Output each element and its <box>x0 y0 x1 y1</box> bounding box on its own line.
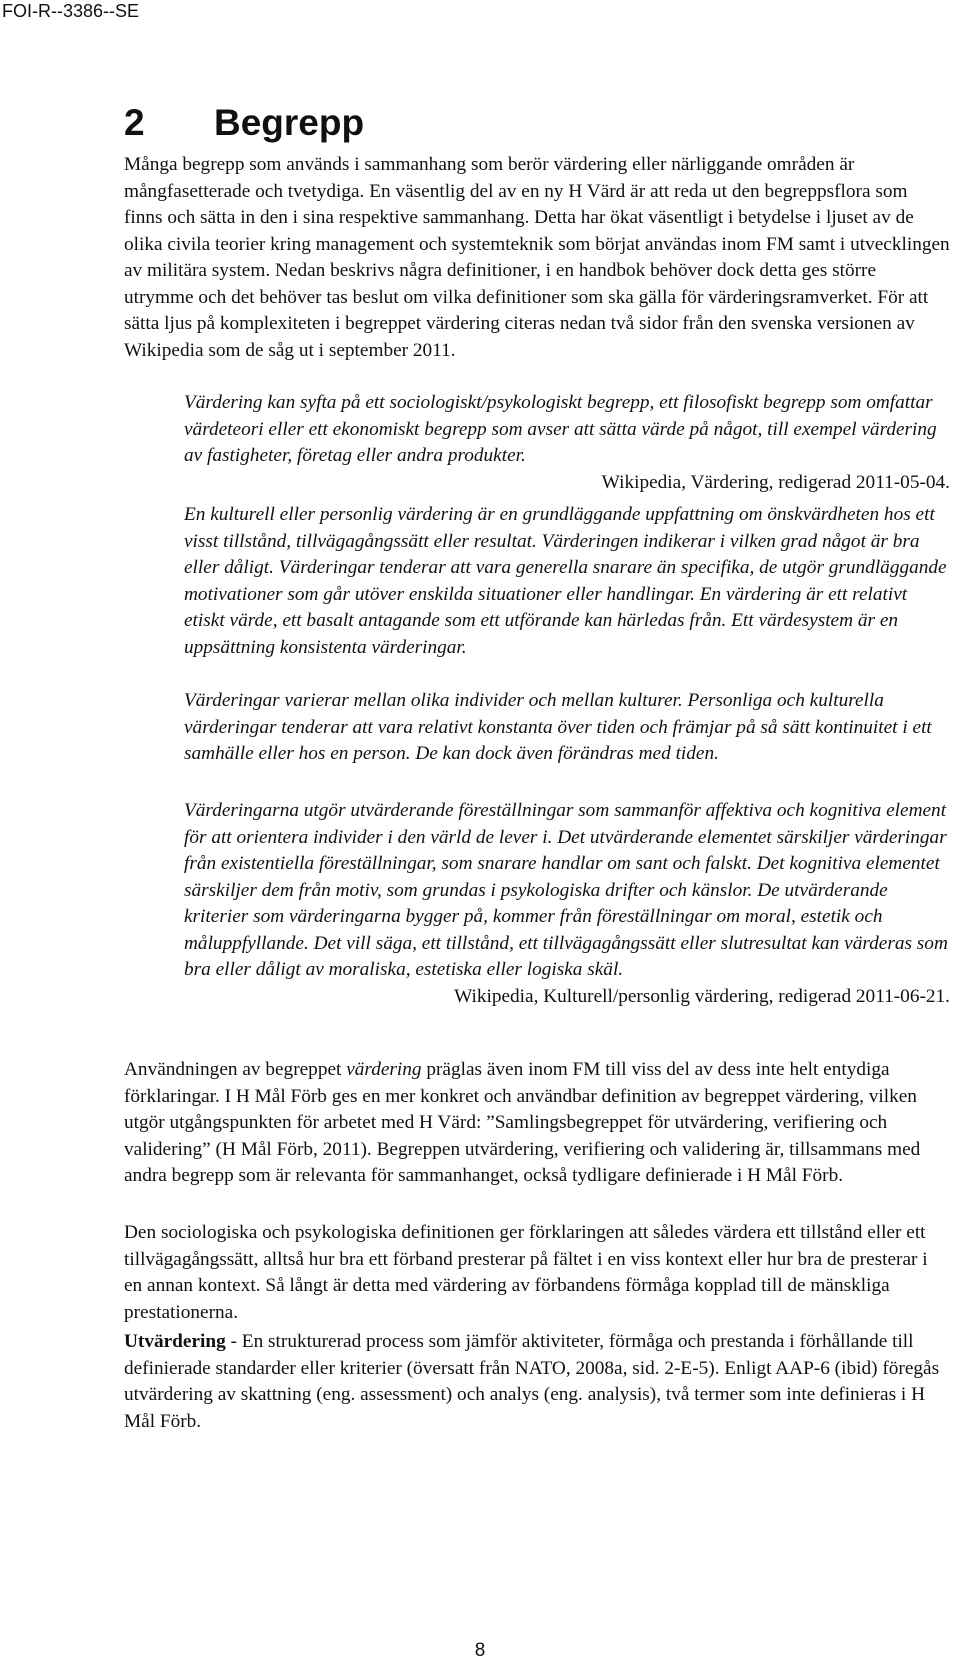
definition-text: - En strukturerad process som jämför aktiviteter, förmåga och prestanda i förhållande till definierade standarder eller kriterier (översatt från NATO, 2008a, sid. 2-E-5). Enligt AAP-6 (ibid) föregås utvärdering av skattning (eng. assessment) och analys (eng. analysis), två termer som inte definieras i H Mål Förb. <box>124 1331 940 1432</box>
definition-paragraph: Den sociologiska och psykologiska definitionen ger förklaringen att således värdera ett tillstånd eller ett tillvägagångssätt, alltså hur bra ett förband presterar på fältet i en viss kontext eller hur bra de presterar i en annan kontext. Så långt är detta med värdering av förbandens förmåga kopplad till de mänskliga prestationerna. <box>124 1222 928 1323</box>
section-number: 2 <box>124 102 145 143</box>
section-title: Begrepp <box>214 102 365 143</box>
quote-vardering <box>184 390 950 496</box>
quote-text: Värdering kan syfta på ett sociologiskt/psykologiskt begrepp, ett filosofiskt begrepp som omfattar värdeteori eller ett ekonomiskt begrepp som avser att sätta värde på något, till exempel värdering av fastigheter, företag eller andra produkter. <box>184 392 937 466</box>
quote-kulturell-3 <box>184 798 950 1010</box>
intro-paragraph: Många begrepp som används i sammanhang som berör värdering eller närliggande områden är mångfasetterade och tvetydiga. En väsentlig del av en ny H Värd är att reda ut den begreppsflora som finns och sätta in den i sina respektive sammanhang. Detta har ökat väsentligt i betydelse i ljuset av de olika civila teorier kring management och systemteknik som börjat användas inom FM samt i utvecklingen av militära system. Nedan beskrivs några definitioner, i en handbok behöver dock detta ges större utrymme och det behöver tas beslut om vilka definitioner som ska gälla för värderingsramverket. För att sätta ljus på komplexiteten i begreppet värdering citeras nedan två sidor från den svenska versionen av Wikipedia som de såg ut i september 2011. <box>124 154 950 361</box>
definition-term: Utvärdering <box>124 1331 226 1352</box>
usage-emphasis: värdering <box>346 1059 422 1080</box>
quote-text: Värderingarna utgör utvärderande föreställningar som sammanför affektiva och kognitiva element för att orientera individer i den värld de lever i. Det utvärderande elementet särskiljer värderingar från existentiella föreställningar, som snarare handlar om sant och falskt. Det kognitiva elementet särskiljer dem från motiv, som grundas i psykologiska drifter och känslor. De utvärderande kriterier som värderingarna bygger på, kommer från föreställningar om moral, estetik och måluppfyllande. Det vill säga, ett tillstånd, ett tillvägagångssätt eller slutresultat kan värderas som bra eller dåligt av moraliska, estetiska eller logiska skäl. <box>184 800 948 980</box>
usage-text-start: Användningen av begreppet <box>124 1059 347 1080</box>
quote-citation: Wikipedia, Kulturell/personlig värdering, redigerad 2011-06-21. <box>454 985 950 1007</box>
quote-citation: Wikipedia, Värdering, redigerad 2011-05-04. <box>601 471 950 493</box>
report-id: FOI-R--3386--SE <box>2 1 140 21</box>
section-heading <box>124 100 364 146</box>
quote-kulturell-2: Värderingar varierar mellan olika individer och mellan kulturer. Personliga och kulturella värderingar tenderar att vara relativt konstanta över tiden och främjar på så sätt kontinuitet i ett samhälle eller hos en person. De kan dock även förändras med tiden. <box>184 690 932 764</box>
usage-text-end: präglas även inom FM till viss del av dess inte helt entydiga förklaringar. I H Mål Förb ges en mer konkret och användbar definition av begreppet värdering, vilken utgör utgångspunkten för arbetet med H Värd: ”Samlingsbegreppet för utvärdering, verifiering och validering” (H Mål Förb, 2011). Begreppen utvärdering, verifiering och validering är, tillsammans med andra begrepp som är relevanta för sammanhanget, också tydligare definierade i H Mål Förb. <box>124 1059 921 1186</box>
usage-paragraph <box>124 1057 950 1190</box>
page-number: 8 <box>474 1640 486 1661</box>
quote-kulturell-1: En kulturell eller personlig värdering är en grundläggande uppfattning om önskvärdheten hos ett visst tillstånd, tillvägagångssätt eller resultat. Värderingen indikerar i vilken grad något är bra eller dåligt. Värderingar tenderar att vara generella snarare än specifika, de utgör grundläggande motivationer som går utöver enskilda situationer eller handlingar. En värdering är ett relativt etiskt värde, ett basalt antagande som ett utförande kan härledas från. Ett värdesystem är en uppsättning konsistenta värderingar. <box>184 504 947 658</box>
utvardering-definition <box>124 1329 950 1435</box>
